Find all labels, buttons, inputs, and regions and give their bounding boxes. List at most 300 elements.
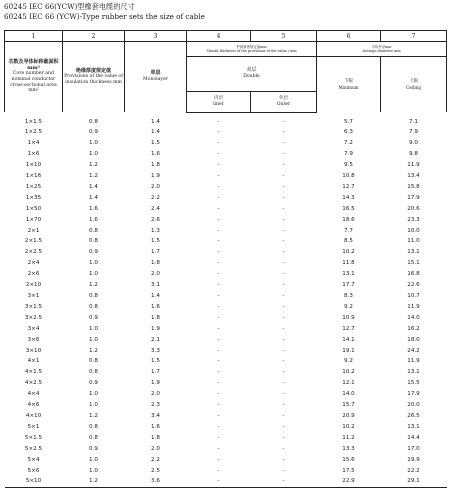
insulation-cell: 1.0 bbox=[89, 260, 98, 267]
monolayer-cell: 2.0 bbox=[151, 445, 160, 452]
insulation-cell: 1.0 bbox=[89, 140, 98, 147]
max-diameter-cell: 14.0 bbox=[407, 314, 420, 321]
core-area-cell: 1×70 bbox=[25, 216, 42, 223]
inner-layer-cell: - bbox=[187, 476, 251, 487]
insulation-cell: 1.0 bbox=[89, 456, 98, 463]
max-diameter-cell: 15.8 bbox=[407, 183, 420, 190]
table-row bbox=[5, 160, 447, 171]
table-row bbox=[5, 313, 447, 324]
insulation-cell: 1.0 bbox=[89, 467, 98, 474]
table-row bbox=[5, 411, 447, 422]
insulation-cell: 0.9 bbox=[89, 129, 98, 136]
monolayer-cell: 1.5 bbox=[151, 238, 160, 245]
max-diameter-cell: 7.9 bbox=[409, 129, 418, 136]
outer-layer-cell: - bbox=[282, 325, 285, 332]
outer-layer-cell: - bbox=[282, 249, 285, 256]
insulation-cell: 1.4 bbox=[89, 183, 98, 190]
inner-layer-cell: - bbox=[217, 423, 220, 430]
monolayer-header-zh: 单层 bbox=[150, 70, 161, 77]
monolayer-cell: 1.6 bbox=[151, 151, 160, 158]
table-row bbox=[5, 291, 447, 302]
core-area-cell: 1×16 bbox=[25, 173, 42, 180]
monolayer-cell: 3.4 bbox=[151, 412, 160, 419]
max-diameter-cell: 16.8 bbox=[407, 271, 420, 278]
outer-layer-cell: - bbox=[282, 402, 285, 409]
inner-layer-cell: - bbox=[217, 238, 220, 245]
col-number-5: 5 bbox=[251, 31, 317, 42]
inner-layer-cell: - bbox=[217, 183, 220, 190]
insulation-header-zh: 绝缘厚度规定值 bbox=[75, 67, 111, 74]
outer-layer-header bbox=[251, 91, 317, 112]
max-diameter-cell: 23.3 bbox=[407, 216, 420, 223]
core-area-cell: 1×35 bbox=[25, 194, 42, 201]
table-row bbox=[5, 280, 447, 291]
insulation-cell: 0.9 bbox=[89, 249, 98, 256]
min-diameter-cell: 10.2 bbox=[342, 249, 355, 256]
insulation-cell: 1.2 bbox=[89, 282, 98, 289]
outer-layer-cell: - bbox=[282, 151, 285, 158]
insulation-cell: 0.8 bbox=[89, 118, 98, 125]
min-diameter-cell: 15.7 bbox=[342, 402, 355, 409]
insulation-cell: 0.8 bbox=[89, 369, 98, 376]
insulation-cell: 1.6 bbox=[89, 205, 98, 212]
core-area-cell: 3×2.5 bbox=[24, 314, 43, 321]
min-diameter-cell: 8.5 bbox=[344, 238, 353, 245]
monolayer-cell: 2.1 bbox=[151, 336, 160, 343]
outer-layer-cell: - bbox=[251, 476, 317, 487]
ceiling-header-en: Ceiling bbox=[405, 84, 422, 90]
table-row bbox=[5, 400, 447, 411]
min-diameter-cell: 11.2 bbox=[342, 434, 355, 441]
monolayer-cell: 2.2 bbox=[151, 194, 160, 201]
monolayer-header bbox=[125, 42, 187, 113]
max-diameter-cell: 22.6 bbox=[407, 282, 420, 289]
inner-layer-cell: - bbox=[217, 347, 220, 354]
max-diameter-cell: 14.4 bbox=[407, 434, 420, 441]
min-diameter-cell: 12.7 bbox=[342, 183, 355, 190]
insulation-cell: 1.6 bbox=[89, 216, 98, 223]
outer-layer-cell: - bbox=[282, 216, 285, 223]
min-diameter-cell: 13.1 bbox=[342, 271, 355, 278]
core-area-cell: 4×1 bbox=[27, 358, 40, 365]
min-diameter-cell: 20.9 bbox=[342, 412, 355, 419]
inner-layer-cell: - bbox=[217, 402, 220, 409]
core-area-header bbox=[5, 42, 63, 113]
min-diameter-cell: 9.2 bbox=[344, 303, 353, 310]
min-diameter-cell: 10.2 bbox=[342, 423, 355, 430]
inner-layer-cell: - bbox=[217, 271, 220, 278]
table-row bbox=[5, 236, 447, 247]
outer-layer-cell: - bbox=[282, 271, 285, 278]
outer-layer-cell: - bbox=[282, 227, 285, 234]
table-row bbox=[5, 204, 447, 215]
max-diameter-cell: 13.4 bbox=[407, 173, 420, 180]
inner-layer-cell: - bbox=[217, 173, 220, 180]
table-row bbox=[5, 389, 447, 400]
monolayer-cell: 1.6 bbox=[151, 303, 160, 310]
max-diameter-cell: 18.0 bbox=[407, 336, 420, 343]
outer-layer-cell: - bbox=[282, 423, 285, 430]
table-row bbox=[5, 149, 447, 160]
insulation-cell: 1.0 bbox=[89, 402, 98, 409]
sheath-header-en: Sheath thickness of the provisions of the value / mm bbox=[206, 49, 297, 53]
insulation-cell: 0.8 bbox=[89, 238, 98, 245]
table-row bbox=[5, 171, 447, 182]
min-diameter-cell: 17.7 bbox=[342, 282, 355, 289]
monolayer-cell: 1.9 bbox=[151, 173, 160, 180]
table-row bbox=[5, 422, 447, 433]
inner-layer-cell: - bbox=[217, 129, 220, 136]
min-diameter-cell: 18.6 bbox=[342, 216, 355, 223]
min-diameter-cell: 7.7 bbox=[344, 227, 353, 234]
inner-layer-cell: - bbox=[217, 205, 220, 212]
col-number-1: 1 bbox=[5, 31, 63, 42]
min-diameter-cell: 7.9 bbox=[344, 151, 353, 158]
table-row bbox=[5, 444, 447, 455]
col-number-3: 3 bbox=[125, 31, 187, 42]
minimum-header-en: Minimum bbox=[338, 84, 359, 90]
inner-layer-cell: - bbox=[217, 325, 220, 332]
max-diameter-cell: 13.1 bbox=[407, 249, 420, 256]
max-diameter-cell: 17.9 bbox=[407, 194, 420, 201]
core-area-cell: 1×4 bbox=[27, 140, 40, 147]
max-diameter-cell: 17.0 bbox=[407, 445, 420, 452]
ceiling-header bbox=[381, 57, 447, 113]
outer-layer-cell: - bbox=[282, 369, 285, 376]
ceiling-header-zh: 上限 bbox=[409, 78, 418, 84]
outer-layer-cell: - bbox=[282, 173, 285, 180]
core-area-cell: 5×1.5 bbox=[24, 434, 43, 441]
inner-layer-cell: - bbox=[217, 380, 220, 387]
col-number-6: 6 bbox=[317, 31, 381, 42]
min-diameter-cell: 14.3 bbox=[342, 194, 355, 201]
max-diameter-cell: 15.1 bbox=[407, 260, 420, 267]
sheath-header bbox=[187, 42, 317, 57]
core-area-cell: 3×1.5 bbox=[24, 303, 43, 310]
inner-layer-cell: - bbox=[217, 227, 220, 234]
min-diameter-cell: 22.9 bbox=[317, 476, 381, 487]
outer-layer-cell: - bbox=[282, 456, 285, 463]
core-area-cell: 1×10 bbox=[25, 162, 42, 169]
table-row bbox=[5, 117, 447, 128]
monolayer-cell: 2.0 bbox=[151, 183, 160, 190]
inner-layer-cell: - bbox=[217, 434, 220, 441]
table-row bbox=[5, 182, 447, 193]
outer-layer-cell: - bbox=[282, 380, 285, 387]
inner-layer-cell: - bbox=[217, 260, 220, 267]
insulation-cell: 1.0 bbox=[89, 325, 98, 332]
monolayer-cell: 1.9 bbox=[151, 325, 160, 332]
inner-layer-cell: - bbox=[217, 412, 220, 419]
max-diameter-cell: 29.1 bbox=[381, 476, 447, 487]
max-diameter-cell: 26.5 bbox=[407, 412, 420, 419]
core-area-header-zh: 芯数及导体标称截面积mm² bbox=[8, 59, 59, 71]
table-row bbox=[5, 476, 447, 487]
max-diameter-cell: 10.7 bbox=[407, 293, 420, 299]
core-area-cell: 4×1.5 bbox=[24, 369, 43, 376]
core-area-cell: 5×4 bbox=[27, 456, 40, 463]
core-area-cell: 4×4 bbox=[27, 391, 40, 398]
core-area-cell: 1×6 bbox=[27, 151, 40, 158]
outer-layer-cell: - bbox=[282, 347, 285, 354]
max-diameter-cell: 9.0 bbox=[409, 140, 418, 147]
outer-layer-cell: - bbox=[282, 412, 285, 419]
insulation-cell: 0.8 bbox=[89, 303, 98, 310]
monolayer-cell: 3.1 bbox=[151, 282, 160, 289]
min-diameter-cell: 13.3 bbox=[342, 445, 355, 452]
outer-layer-cell: - bbox=[282, 183, 285, 190]
col-number-7: 7 bbox=[381, 31, 447, 42]
monolayer-cell: 1.7 bbox=[151, 249, 160, 256]
outer-layer-header-zh: 外层 bbox=[278, 95, 289, 101]
monolayer-cell: 2.3 bbox=[151, 402, 160, 409]
avg-diameter-header-en: Average diameter mm bbox=[362, 49, 401, 53]
core-area-cell: 2×6 bbox=[27, 271, 40, 278]
max-diameter-cell: 11.9 bbox=[407, 358, 420, 365]
monolayer-cell: 1.8 bbox=[151, 162, 160, 169]
inner-layer-cell: - bbox=[217, 303, 220, 310]
outer-layer-cell: - bbox=[282, 129, 285, 136]
outer-layer-header-en: Outer bbox=[276, 101, 291, 107]
monolayer-cell: 1.8 bbox=[151, 434, 160, 441]
outer-layer-cell: - bbox=[282, 293, 285, 299]
max-diameter-cell: 9.8 bbox=[409, 151, 418, 158]
monolayer-cell: 1.7 bbox=[151, 369, 160, 376]
monolayer-cell: 1.8 bbox=[151, 260, 160, 267]
core-area-cell: 5×2.5 bbox=[24, 445, 43, 452]
outer-layer-cell: - bbox=[282, 260, 285, 267]
inner-layer-cell: - bbox=[217, 282, 220, 289]
inner-layer-cell: - bbox=[217, 314, 220, 321]
table-row bbox=[5, 356, 447, 367]
core-area-cell: 3×4 bbox=[27, 325, 40, 332]
inner-layer-cell: - bbox=[217, 140, 220, 147]
inner-layer-header-zh: 内层 bbox=[213, 95, 224, 101]
table-row bbox=[5, 193, 447, 204]
insulation-cell: 0.8 bbox=[89, 227, 98, 234]
core-area-cell: 2×2.5 bbox=[24, 249, 43, 256]
avg-diameter-header-zh: 平均外径mm bbox=[371, 45, 392, 49]
insulation-cell: 1.2 bbox=[89, 347, 98, 354]
min-diameter-cell: 9.5 bbox=[344, 162, 353, 169]
core-area-cell: 4×6 bbox=[27, 402, 40, 409]
monolayer-cell: 2.4 bbox=[151, 205, 160, 212]
title-chinese: 60245 IEC 66(YCW)型橡套电缆的尺寸 bbox=[4, 2, 135, 11]
max-diameter-cell: 15.5 bbox=[407, 380, 420, 387]
core-area-cell: 1×25 bbox=[25, 183, 42, 190]
monolayer-cell: 3.6 bbox=[125, 476, 187, 487]
outer-layer-cell: - bbox=[282, 358, 285, 365]
max-diameter-cell: 20.6 bbox=[407, 205, 420, 212]
monolayer-header-en: Monolayer bbox=[143, 77, 168, 82]
insulation-cell: 0.8 bbox=[89, 293, 98, 299]
table-row bbox=[5, 433, 447, 444]
table-row bbox=[5, 324, 447, 335]
inner-layer-cell: - bbox=[217, 249, 220, 256]
max-diameter-cell: 24.2 bbox=[407, 347, 420, 354]
monolayer-cell: 1.4 bbox=[151, 293, 160, 299]
header-row-1 bbox=[5, 42, 447, 57]
min-diameter-cell: 16.5 bbox=[342, 205, 355, 212]
core-area-cell: 3×6 bbox=[27, 336, 40, 343]
monolayer-cell: 2.5 bbox=[151, 467, 160, 474]
inner-layer-cell: - bbox=[217, 216, 220, 223]
core-area-cell: 3×10 bbox=[25, 347, 42, 354]
min-diameter-cell: 12.7 bbox=[342, 325, 355, 332]
double-header bbox=[187, 57, 317, 92]
outer-layer-cell: - bbox=[282, 162, 285, 169]
monolayer-cell: 1.5 bbox=[151, 140, 160, 147]
outer-layer-cell: - bbox=[282, 194, 285, 201]
monolayer-cell: 2.6 bbox=[151, 216, 160, 223]
monolayer-cell: 1.8 bbox=[151, 314, 160, 321]
insulation-cell: 1.0 bbox=[89, 271, 98, 278]
monolayer-cell: 1.4 bbox=[151, 129, 160, 136]
insulation-cell: 0.9 bbox=[89, 314, 98, 321]
monolayer-cell: 1.9 bbox=[151, 380, 160, 387]
core-area-cell: 2×4 bbox=[27, 260, 40, 267]
outer-layer-cell: - bbox=[282, 434, 285, 441]
insulation-cell: 0.8 bbox=[89, 434, 98, 441]
monolayer-cell: 2.0 bbox=[151, 391, 160, 398]
minimum-header-zh: 下限 bbox=[344, 78, 353, 84]
inner-layer-cell: - bbox=[217, 118, 220, 125]
table-header bbox=[5, 31, 447, 117]
min-diameter-cell: 11.8 bbox=[342, 260, 355, 267]
outer-layer-cell: - bbox=[282, 238, 285, 245]
inner-layer-header-en: liner bbox=[213, 101, 224, 107]
min-diameter-cell: 5.7 bbox=[344, 118, 353, 125]
core-area-cell: 2×10 bbox=[25, 282, 42, 289]
max-diameter-cell: 10.0 bbox=[407, 227, 420, 234]
max-diameter-cell: 13.1 bbox=[407, 423, 420, 430]
core-area-cell: 2×1.5 bbox=[24, 238, 43, 245]
table-body bbox=[5, 117, 447, 488]
outer-layer-cell: - bbox=[282, 140, 285, 147]
min-diameter-cell: 8.3 bbox=[344, 293, 353, 299]
core-area-cell: 4×2.5 bbox=[24, 380, 43, 387]
monolayer-cell: 2.2 bbox=[151, 456, 160, 463]
outer-layer-cell: - bbox=[282, 205, 285, 212]
table-row bbox=[5, 466, 447, 477]
insulation-cell: 1.0 bbox=[89, 391, 98, 398]
max-diameter-cell: 17.9 bbox=[407, 391, 420, 398]
insulation-cell: 1.0 bbox=[89, 336, 98, 343]
monolayer-cell: 1.6 bbox=[151, 423, 160, 430]
inner-layer-cell: - bbox=[217, 391, 220, 398]
core-area-cell: 4×10 bbox=[25, 412, 42, 419]
inner-layer-cell: - bbox=[217, 467, 220, 474]
inner-layer-cell: - bbox=[217, 456, 220, 463]
table-row bbox=[5, 378, 447, 389]
table-row bbox=[5, 247, 447, 258]
core-area-cell: 5×1 bbox=[27, 423, 40, 430]
min-diameter-cell: 17.5 bbox=[342, 467, 355, 474]
outer-layer-cell: - bbox=[282, 303, 285, 310]
insulation-cell: 1.2 bbox=[89, 412, 98, 419]
max-diameter-cell: 11.9 bbox=[407, 162, 420, 169]
avg-diameter-header bbox=[317, 42, 447, 57]
monolayer-cell: 1.4 bbox=[151, 118, 160, 125]
max-diameter-cell: 11.9 bbox=[407, 303, 420, 310]
max-diameter-cell: 19.9 bbox=[407, 456, 420, 463]
insulation-header-en: Provisions of the value of insulation thickness mm bbox=[64, 74, 123, 85]
inner-layer-cell: - bbox=[217, 369, 220, 376]
table-row bbox=[5, 367, 447, 378]
min-diameter-cell: 10.8 bbox=[342, 173, 355, 180]
table-row bbox=[5, 346, 447, 357]
min-diameter-cell: 12.1 bbox=[342, 380, 355, 387]
sheath-header-zh: 护套厚度规定值mm bbox=[236, 45, 267, 49]
min-diameter-cell: 10.2 bbox=[342, 369, 355, 376]
core-area-cell: 1×1.5 bbox=[24, 118, 43, 125]
max-diameter-cell: 16.2 bbox=[407, 325, 420, 332]
min-diameter-cell: 7.2 bbox=[344, 140, 353, 147]
min-diameter-cell: 14.0 bbox=[342, 391, 355, 398]
table-row bbox=[5, 258, 447, 269]
table-row bbox=[5, 455, 447, 466]
insulation-header bbox=[63, 42, 125, 113]
inner-layer-cell: - bbox=[217, 162, 220, 169]
col-number-4: 4 bbox=[187, 31, 251, 42]
table-row bbox=[5, 127, 447, 138]
max-diameter-cell: 20.0 bbox=[407, 402, 420, 409]
inner-layer-cell: - bbox=[217, 358, 220, 365]
core-area-cell: 5×10 bbox=[5, 476, 63, 487]
min-diameter-cell: 10.9 bbox=[342, 314, 355, 321]
outer-layer-cell: - bbox=[282, 314, 285, 321]
core-area-cell: 3×1 bbox=[27, 293, 40, 299]
table-row bbox=[5, 302, 447, 313]
min-diameter-cell: 6.3 bbox=[344, 129, 353, 136]
table-row bbox=[5, 138, 447, 149]
core-area-header-en: Core number and nominal conductor cross-sectional area mm² bbox=[10, 71, 57, 94]
min-diameter-cell: 15.6 bbox=[342, 456, 355, 463]
minimum-header bbox=[317, 57, 381, 113]
monolayer-cell: 1.3 bbox=[151, 227, 160, 234]
max-diameter-cell: 11.0 bbox=[407, 238, 420, 245]
insulation-cell: 0.9 bbox=[89, 445, 98, 452]
outer-layer-cell: - bbox=[282, 467, 285, 474]
monolayer-cell: 1.5 bbox=[151, 358, 160, 365]
inner-layer-cell: - bbox=[217, 151, 220, 158]
core-area-cell: 1×50 bbox=[25, 205, 42, 212]
min-diameter-cell: 19.1 bbox=[342, 347, 355, 354]
max-diameter-cell: 13.1 bbox=[407, 369, 420, 376]
insulation-cell: 0.8 bbox=[89, 423, 98, 430]
monolayer-cell: 2.0 bbox=[151, 271, 160, 278]
title-block bbox=[4, 2, 448, 22]
inner-layer-header bbox=[187, 91, 251, 112]
title-english: 60245 IEC 66 (YCW)-Type rubber sets the size of cable bbox=[4, 12, 205, 21]
min-diameter-cell: 14.1 bbox=[342, 336, 355, 343]
table-row bbox=[5, 335, 447, 346]
inner-layer-cell: - bbox=[217, 293, 220, 299]
insulation-cell: 1.2 bbox=[89, 162, 98, 169]
table-row bbox=[5, 226, 447, 237]
table-row bbox=[5, 215, 447, 226]
max-diameter-cell: 7.1 bbox=[409, 118, 418, 125]
insulation-cell: 1.2 bbox=[89, 173, 98, 180]
double-header-en: Double bbox=[243, 73, 260, 79]
insulation-cell: 1.0 bbox=[89, 151, 98, 158]
double-header-zh: 双层 bbox=[246, 67, 257, 74]
core-area-cell: 5×6 bbox=[27, 467, 40, 474]
insulation-cell: 0.8 bbox=[89, 358, 98, 365]
monolayer-cell: 3.3 bbox=[151, 347, 160, 354]
outer-layer-cell: - bbox=[282, 118, 285, 125]
min-diameter-cell: 9.2 bbox=[344, 358, 353, 365]
